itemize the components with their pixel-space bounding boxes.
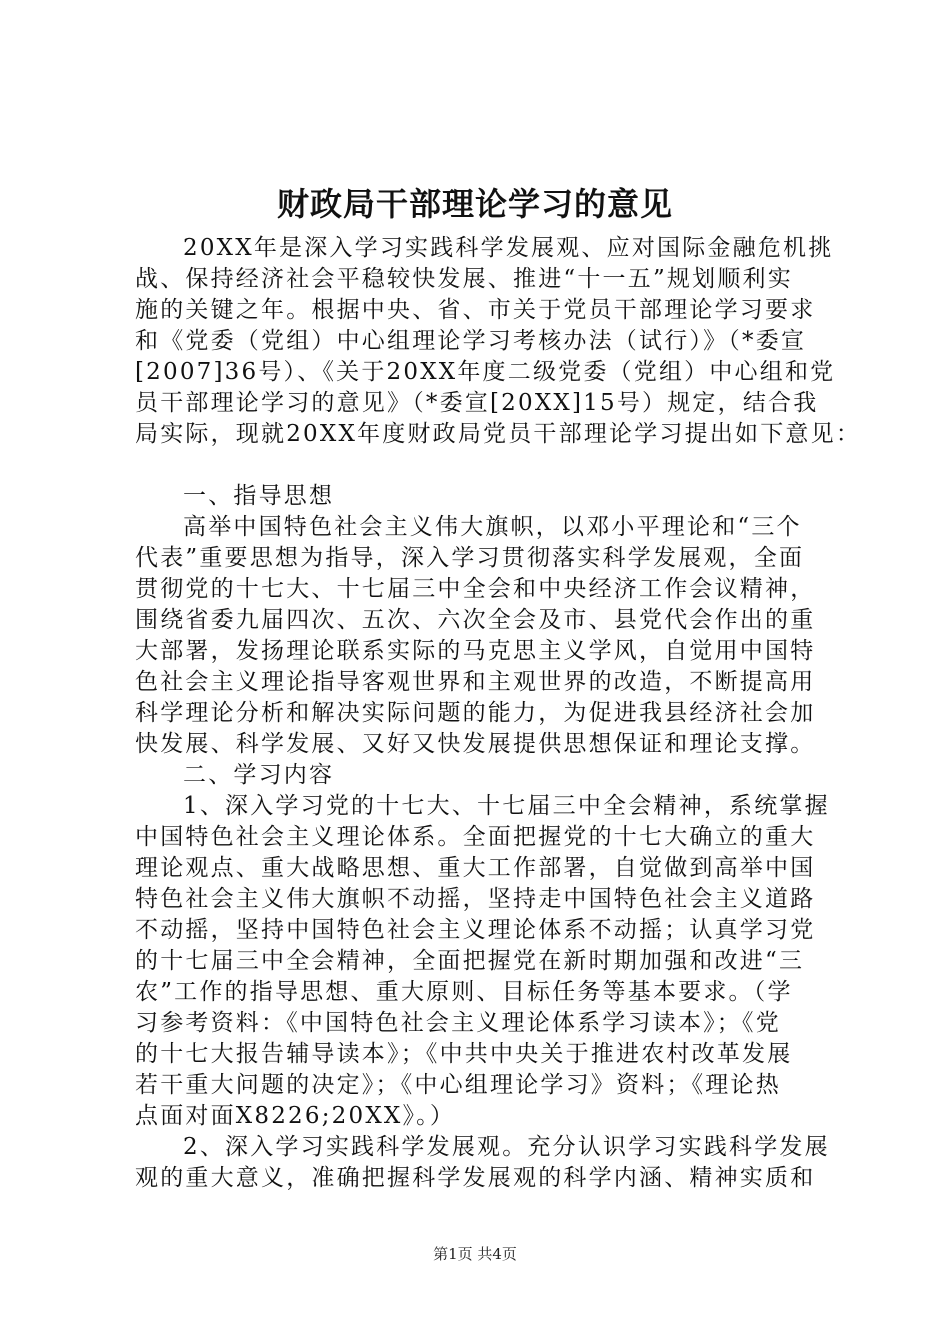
body-line: 科学理论分析和解决实际问题的能力，为促进我县经济社会加: [135, 700, 816, 726]
paragraph-gap: [135, 450, 831, 481]
body-line: 理论观点、重大战略思想、重大工作部署，自觉做到高举中国: [135, 855, 816, 881]
body-line: 战、保持经济社会平稳较快发展、推进“十一五”规划顺利实: [135, 266, 793, 292]
body-line: 中国特色社会主义理论体系。全面把握党的十七大确立的重大: [135, 824, 816, 850]
body-line: 施的关键之年。根据中央、省、市关于党员干部理论学习要求: [135, 297, 816, 323]
body-line: 习参考资料：《中国特色社会主义理论体系学习读本》；《党: [135, 1010, 781, 1036]
body-line: 员干部理论学习的意见》（*委宣[20XX]15号）规定，结合我: [135, 390, 819, 416]
body-line: 20XX年是深入学习实践科学发展观、应对国际金融危机挑: [183, 235, 834, 261]
body-line: 农”工作的指导思想、重大原则、目标任务等基本要求。（学: [135, 979, 793, 1005]
section-heading: 一、指导思想: [183, 483, 335, 509]
body-line: 大部署，发扬理论联系实际的马克思主义学风，自觉用中国特: [135, 638, 816, 664]
body-line: 的十七大报告辅导读本》；《中共中央关于推进农村改革发展: [135, 1041, 793, 1067]
document-body: [135, 233, 862, 1194]
body-line: 和《党委（党组）中心组理论学习考核办法（试行）》（*委宣: [135, 328, 807, 354]
body-line: 2、深入学习实践科学发展观。充分认识学习实践科学发展: [183, 1134, 830, 1160]
page-footer: 第1页 共4页: [433, 1245, 517, 1263]
body-line: 观的重大意义，准确把握科学发展观的科学内涵、精神实质和: [135, 1165, 816, 1191]
body-line: 特色社会主义伟大旗帜不动摇，坚持走中国特色社会主义道路: [135, 886, 816, 912]
body-line: 代表”重要思想为指导，深入学习贯彻落实科学发展观，全面: [135, 545, 805, 571]
body-line: 色社会主义理论指导客观世界和主观世界的改造，不断提高用: [135, 669, 816, 695]
body-line: [2007]36号）、《关于20XX年度二级党委（党组）中心组和党: [135, 359, 836, 385]
body-line: 不动摇，坚持中国特色社会主义理论体系不动摇；认真学习党: [135, 917, 816, 943]
body-line: 若干重大问题的决定》；《中心组理论学习》资料；《理论热: [135, 1072, 781, 1098]
body-line: 1、深入学习党的十七大、十七届三中全会精神，系统掌握: [183, 793, 830, 819]
document-title: 财政局干部理论学习的意见: [276, 185, 673, 223]
body-line: 点面对面X8226;20XX》。）: [135, 1103, 456, 1129]
section-heading: 二、学习内容: [183, 762, 335, 788]
body-line: 的十七届三中全会精神，全面把握党在新时期加强和改进“三: [135, 948, 805, 974]
body-line: 局实际，现就20XX年度财政局党员干部理论学习提出如下意见：: [135, 421, 862, 447]
body-line: 贯彻党的十七大、十七届三中全会和中央经济工作会议精神，: [135, 576, 816, 602]
body-line: 快发展、科学发展、又好又快发展提供思想保证和理论支撑。: [135, 731, 816, 757]
body-line: 围绕省委九届四次、五次、六次全会及市、县党代会作出的重: [135, 607, 816, 633]
body-line: 高举中国特色社会主义伟大旗帜，以邓小平理论和“三个: [183, 514, 802, 540]
